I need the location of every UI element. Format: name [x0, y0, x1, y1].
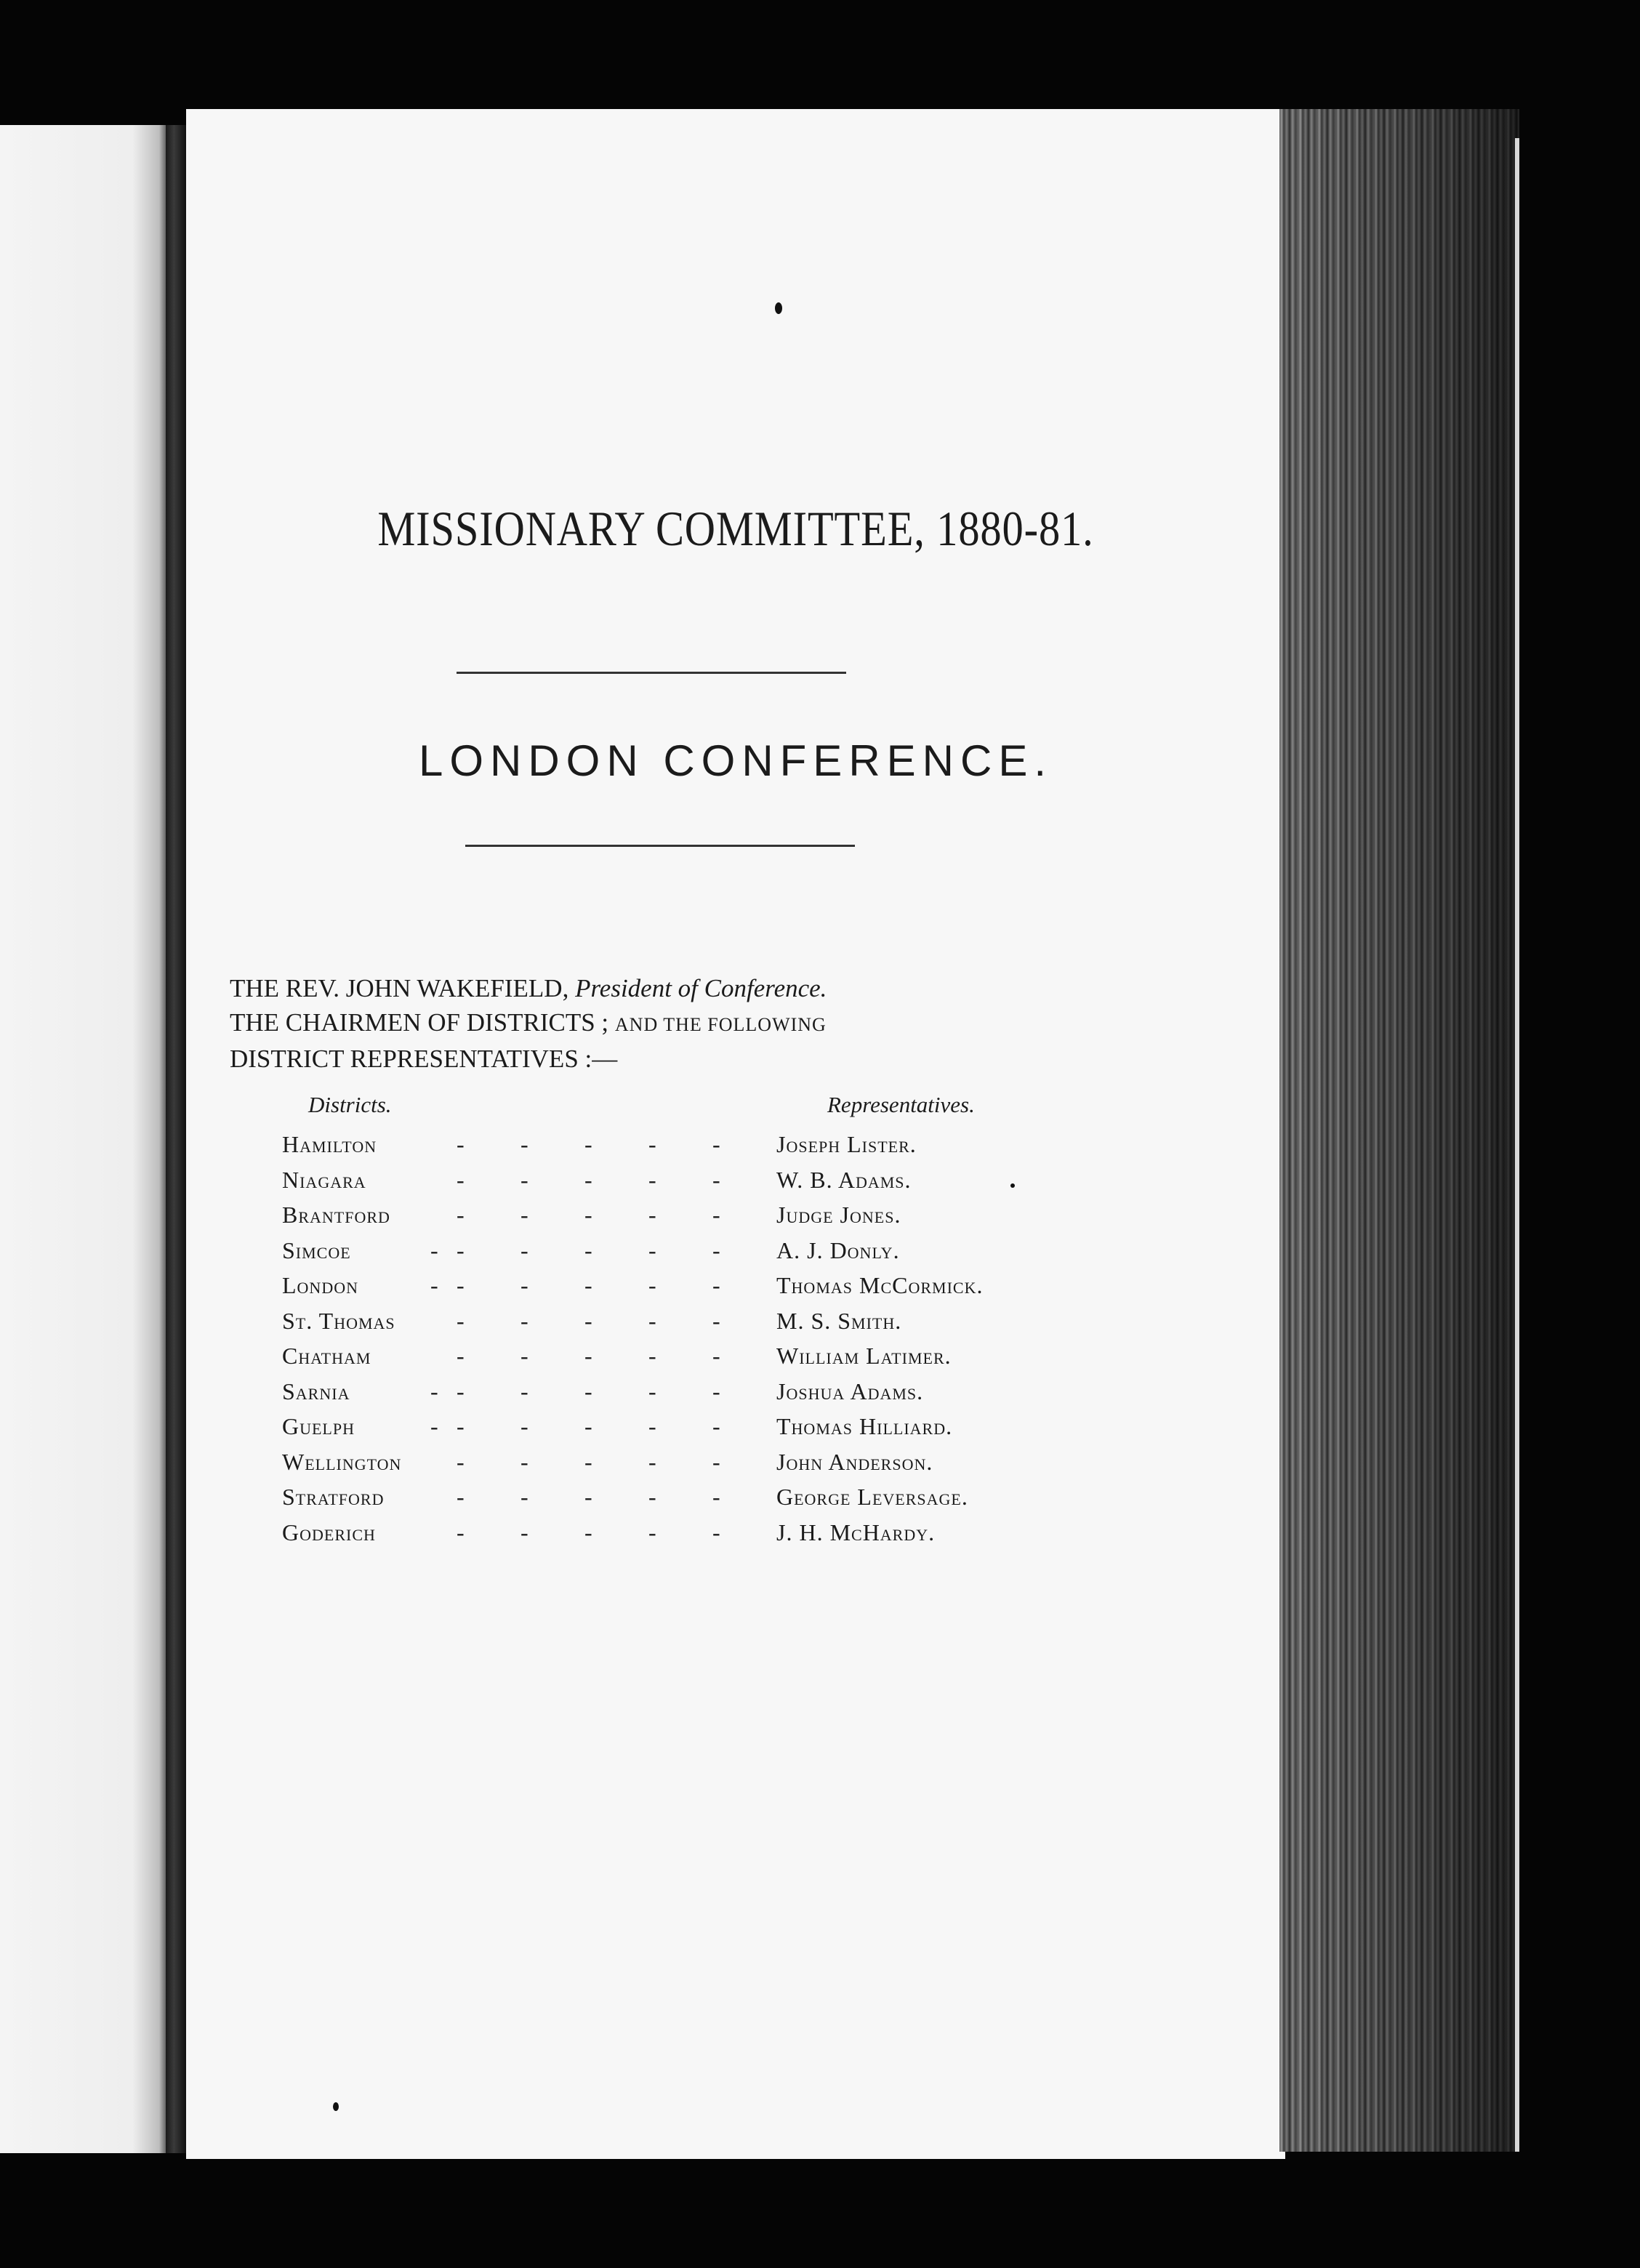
- page-edge-highlight: [1515, 138, 1519, 2152]
- table-row: Niagara - - - - - W. B. Adams.: [282, 1166, 912, 1193]
- district-name: St. Thomas: [282, 1307, 395, 1334]
- chairmen-text: THE CHAIRMEN OF DISTRICTS ;: [230, 1008, 609, 1037]
- representative-name: A. J. Donly.: [776, 1236, 900, 1263]
- subtitle-divider: [465, 845, 855, 847]
- table-row: Sarnia - - - - - - Joshua Adams.: [282, 1378, 924, 1404]
- facing-page-edge: [0, 125, 166, 2153]
- district-table: [282, 1131, 1096, 1554]
- table-row: Brantford - - - - - Judge Jones.: [282, 1202, 901, 1228]
- representative-name: Joshua Adams.: [776, 1378, 924, 1404]
- representative-name: Thomas McCormick.: [776, 1272, 984, 1298]
- district-name: Simcoe: [282, 1236, 351, 1263]
- ink-speck: [333, 2102, 339, 2111]
- intro-line-representatives: DISTRICT REPRESENTATIVES :—: [230, 1045, 618, 1073]
- district-name: Sarnia: [282, 1378, 350, 1404]
- intro-line-president: [230, 971, 827, 1005]
- table-row: London - - - - - - Thomas McCormick.: [282, 1272, 984, 1298]
- conference-subtitle: LONDON CONFERENCE.: [418, 736, 1053, 785]
- table-row: Stratford - - - - - George Leversage.: [282, 1484, 968, 1510]
- book-gutter: [166, 125, 186, 2153]
- district-name: Brantford: [282, 1202, 390, 1228]
- page-title: MISSIONARY COMMITTEE, 1880-81.: [377, 501, 1094, 556]
- representative-name: John Anderson.: [776, 1448, 933, 1475]
- districts-header: Districts.: [308, 1092, 392, 1117]
- district-name: Guelph: [282, 1413, 355, 1439]
- table-row: Wellington - - - - - John Anderson.: [282, 1448, 933, 1475]
- district-name: Stratford: [282, 1484, 385, 1510]
- district-name: Hamilton: [282, 1131, 377, 1157]
- table-row: St. Thomas - - - - - M. S. Smith.: [282, 1307, 902, 1334]
- representative-name: W. B. Adams.: [776, 1166, 912, 1193]
- district-name: Chatham: [282, 1343, 371, 1369]
- page-edges-stack: [1279, 109, 1519, 2152]
- representatives-header: Representatives.: [827, 1092, 975, 1117]
- representative-name: William Latimer.: [776, 1343, 952, 1369]
- representative-name: Thomas Hilliard.: [776, 1413, 953, 1439]
- representative-name: M. S. Smith.: [776, 1307, 902, 1334]
- district-name: Wellington: [282, 1448, 402, 1475]
- president-name: THE REV. JOHN WAKEFIELD,: [230, 974, 569, 1002]
- representative-name: J. H. McHardy.: [776, 1519, 936, 1545]
- table-row: Simcoe - - - - - - A. J. Donly.: [282, 1236, 900, 1263]
- ink-speck: [775, 302, 782, 314]
- committee-intro: [230, 971, 827, 1076]
- district-name: Niagara: [282, 1166, 366, 1193]
- table-row: Goderich - - - - - J. H. McHardy.: [282, 1519, 936, 1545]
- district-name: London: [282, 1272, 358, 1298]
- following-text: AND THE FOLLOWING: [614, 1014, 827, 1035]
- table-row: Chatham - - - - - William Latimer.: [282, 1343, 952, 1369]
- title-divider: [457, 672, 846, 674]
- representative-name: George Leversage.: [776, 1484, 968, 1510]
- intro-line-chairmen: [230, 1005, 827, 1042]
- table-row: Hamilton - - - - - Joseph Lister.: [282, 1131, 917, 1157]
- president-role: President of Conference.: [575, 974, 827, 1002]
- table-row: Guelph - - - - - - Thomas Hilliard.: [282, 1413, 953, 1439]
- representative-name: Joseph Lister.: [776, 1131, 917, 1157]
- district-name: Goderich: [282, 1519, 376, 1545]
- representative-name: Judge Jones.: [776, 1202, 901, 1228]
